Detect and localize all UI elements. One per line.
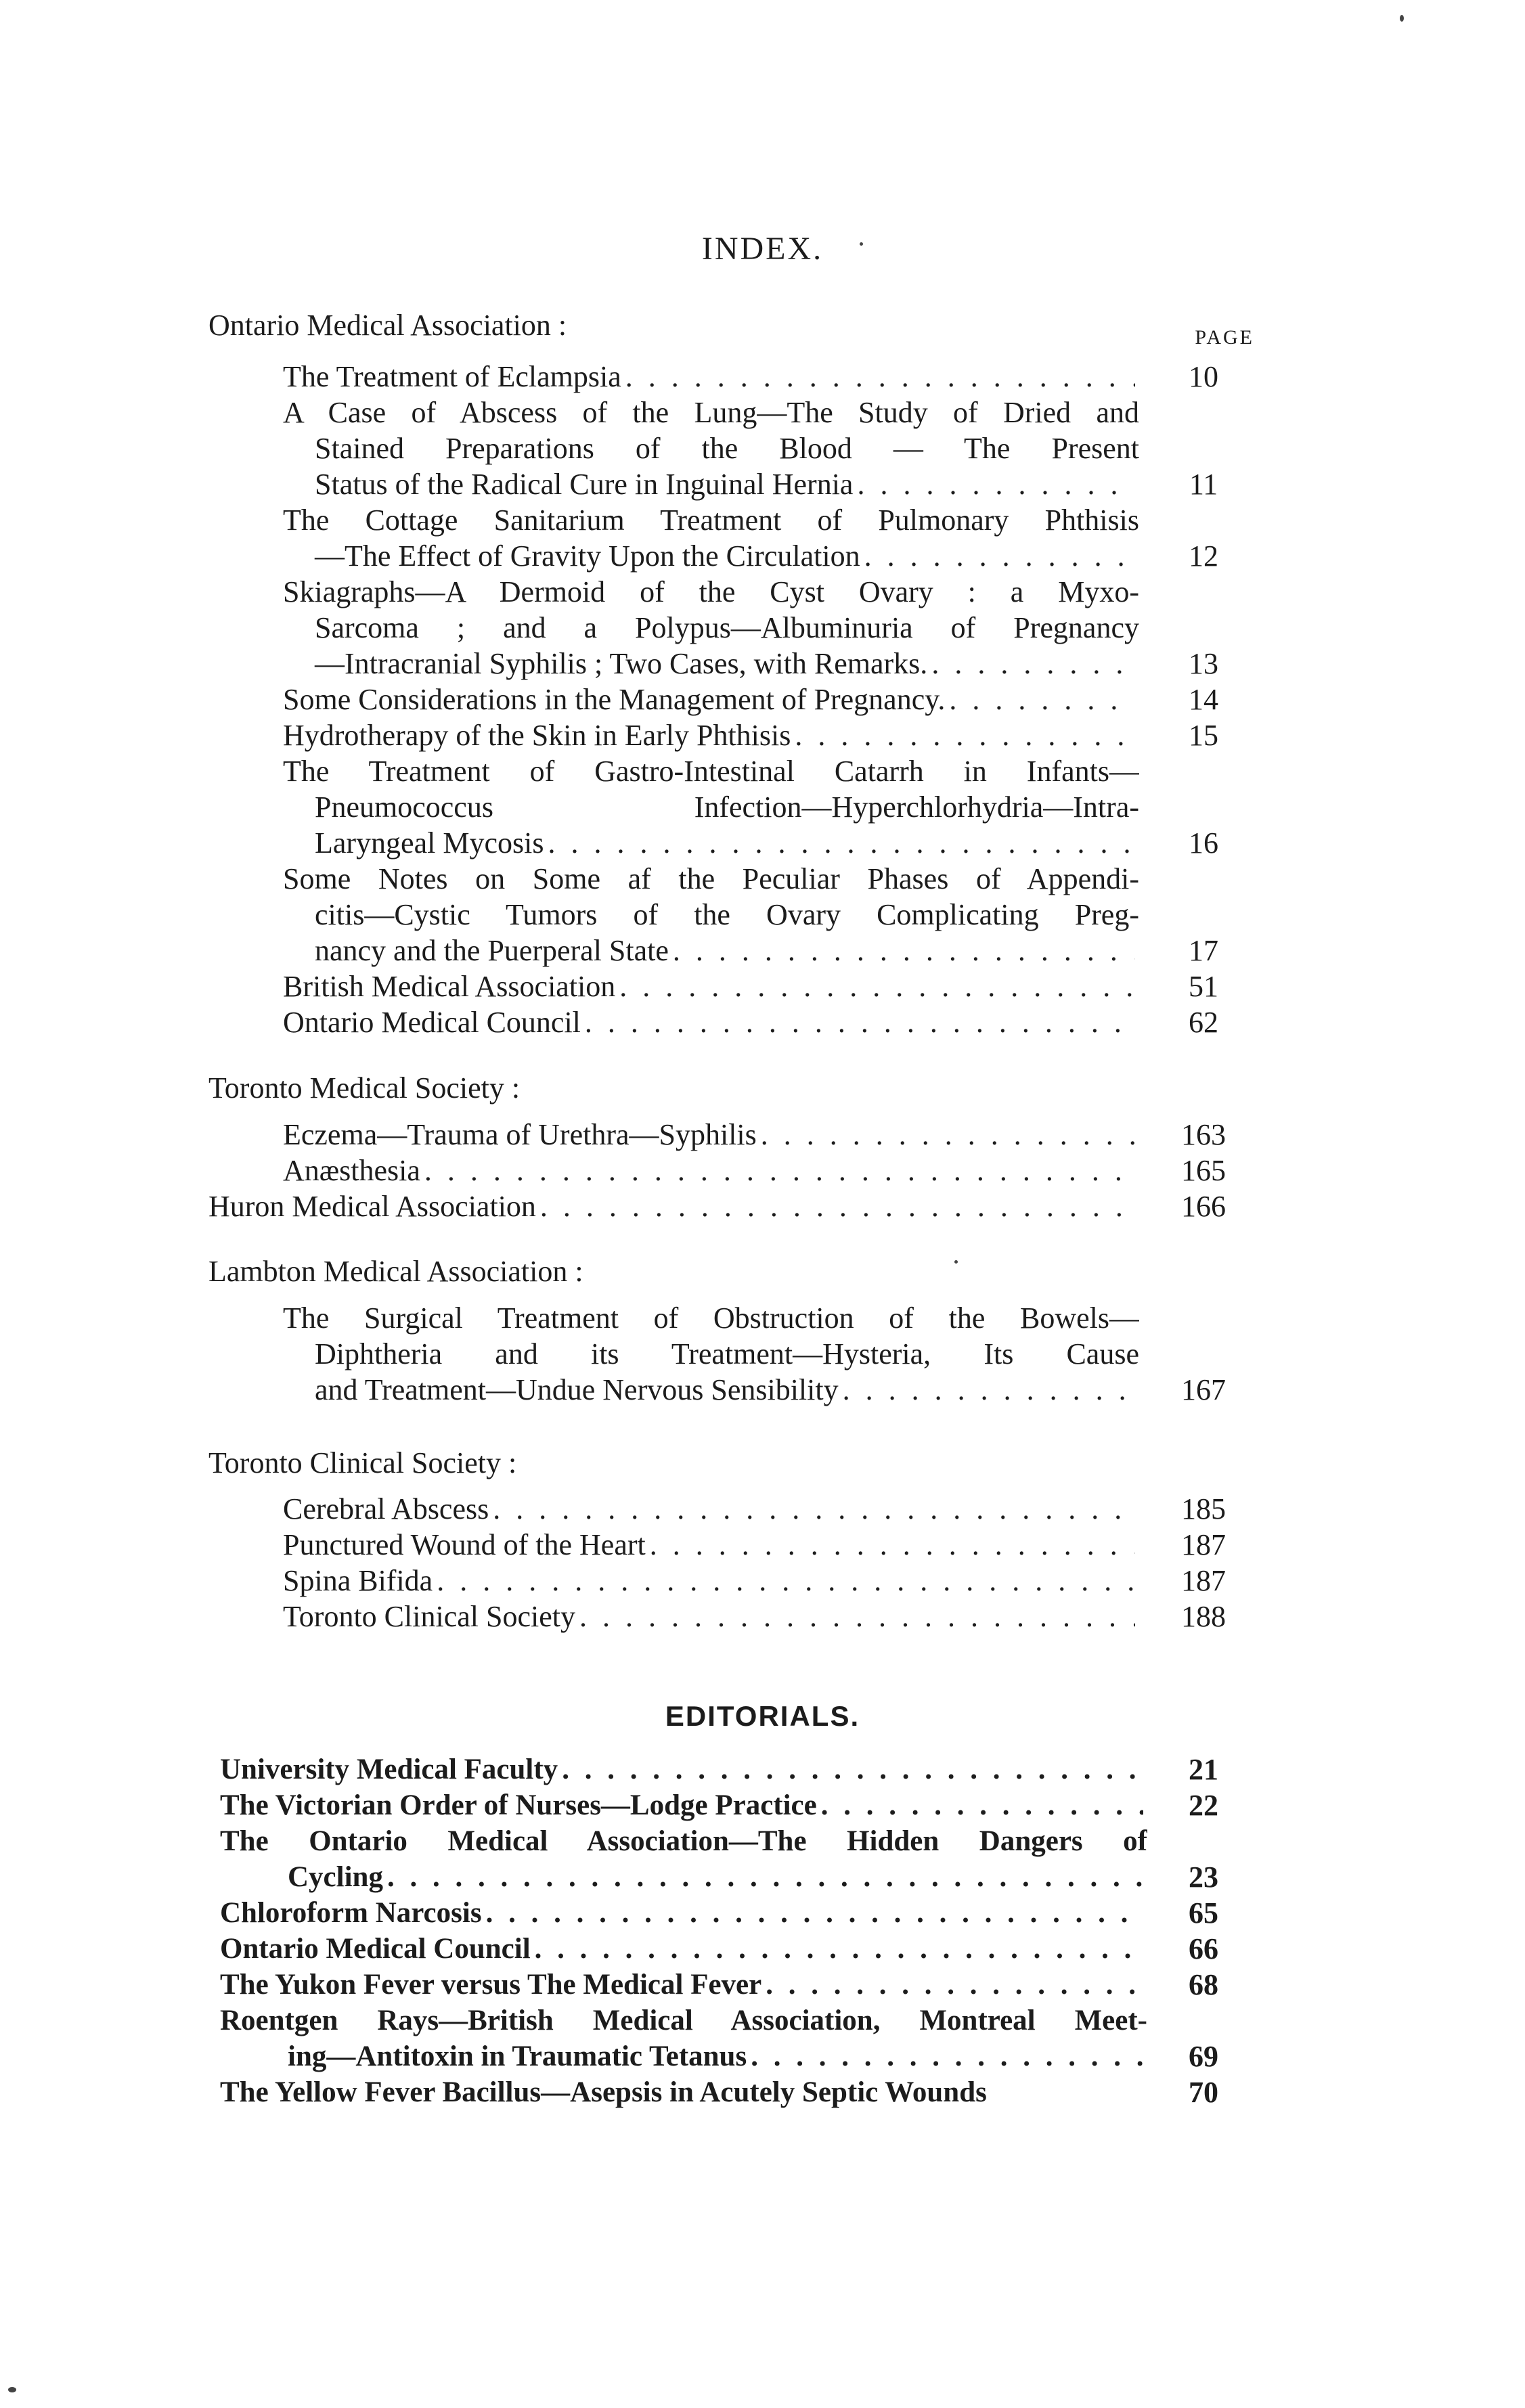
entry-abscess-of-the-lung: A Case of Abscess of the Lung—The Study of Dried and Stained Preparations of the Blood — The Present Status of the Radical Cure in Inguinal Hernia . . .	[283, 395, 1139, 502]
editorial-entry: The Yukon Fever versus The Medical Fever . . .	[220, 1967, 1147, 2003]
page-column-label: PAGE	[1195, 326, 1254, 349]
page-number: 165	[1181, 1154, 1226, 1187]
page-number: 187	[1181, 1528, 1226, 1561]
section-heading-toronto-clinical-society: Toronto Clinical Society :	[208, 1446, 517, 1479]
page-number: 10	[1189, 360, 1218, 393]
leader-dots	[650, 1527, 1135, 1563]
leader-dots	[761, 1117, 1135, 1153]
entry-skiagraphs: Skiagraphs—A Dermoid of the Cyst Ovary : a Myxo- Sarcoma ; and a Polypus—Albuminuria of Pregnancy —Intracranial Syphilis ; Two Cases, with Remarks. . . .	[283, 574, 1139, 682]
entry-huron-medical-association: Huron Medical Association . . .	[208, 1188, 1139, 1224]
leader-dots	[493, 1491, 1135, 1527]
entry-appendicitis: Some Notes on Some af the Peculiar Phases of Appendi- citis—Cystic Tumors of the Ovary Complicating Preg- nancy and the Puerperal State . . .	[283, 861, 1139, 968]
leader-dots	[619, 968, 1135, 1004]
section-heading-lambton-medical-association: Lambton Medical Association :	[208, 1255, 583, 1288]
entry-british-medical-association: British Medical Association . . .	[283, 968, 1139, 1004]
scan-speck	[1400, 15, 1404, 22]
page-number: 51	[1189, 970, 1218, 1003]
page-number: 166	[1181, 1190, 1226, 1223]
entry-ontario-medical-council: Ontario Medical Council . . .	[283, 1004, 1139, 1040]
editorial-entry: The Ontario Medical Association—The Hidden Dangers of Cycling . . .	[220, 1823, 1147, 1895]
leader-dots	[843, 1372, 1135, 1408]
section-heading-toronto-medical-society: Toronto Medical Society :	[208, 1071, 521, 1105]
page-number: 22	[1189, 1789, 1218, 1822]
page-number: 21	[1189, 1753, 1218, 1786]
editorial-entry: The Yellow Fever Bacillus—Asepsis in Acutely Septic Wounds	[220, 2076, 987, 2108]
section-heading-ontario-medical-association: Ontario Medical Association :	[208, 309, 567, 342]
entry-cottage-sanitarium: The Cottage Sanitarium Treatment of Pulmonary Phthisis —The Effect of Gravity Upon the Circulation . . .	[283, 502, 1139, 574]
scan-speck	[860, 242, 863, 246]
entry-anaesthesia: Anæsthesia . . .	[283, 1153, 1139, 1188]
page-number: 188	[1181, 1600, 1226, 1633]
page-number: 163	[1181, 1118, 1226, 1151]
page-number: 68	[1189, 1968, 1218, 2001]
leader-dots	[864, 538, 1135, 574]
page-number: 62	[1189, 1006, 1218, 1039]
leader-dots	[857, 466, 1135, 502]
leader-dots	[751, 2038, 1143, 2074]
page-number: 23	[1189, 1860, 1218, 1894]
leader-dots	[585, 1004, 1135, 1040]
page-number: 187	[1181, 1564, 1226, 1597]
page-number: 13	[1189, 647, 1218, 680]
leader-dots	[931, 646, 1135, 682]
leader-dots	[673, 933, 1135, 968]
leader-dots	[424, 1153, 1135, 1188]
leader-dots	[625, 359, 1135, 395]
leader-dots	[766, 1967, 1143, 2003]
page-title: INDEX.	[701, 231, 824, 267]
page-number: 17	[1189, 934, 1218, 967]
leader-dots	[795, 717, 1135, 753]
scan-speck	[8, 2387, 16, 2392]
page-number: 16	[1189, 826, 1218, 860]
editorial-entry: University Medical Faculty . . .	[220, 1752, 1147, 1787]
entry-treatment-of-eclampsia: The Treatment of Eclampsia . . .	[283, 359, 1139, 395]
leader-dots	[562, 1752, 1143, 1787]
page-number: 69	[1189, 2040, 1218, 2073]
scan-speck	[954, 1260, 958, 1264]
page-number: 14	[1189, 683, 1218, 716]
page-number: 66	[1189, 1932, 1218, 1965]
entry-cerebral-abscess: Cerebral Abscess . . .	[283, 1491, 1139, 1527]
entry-surgical-treatment-obstruction: The Surgical Treatment of Obstruction of the Bowels— Diphtheria and its Treatment—Hysteria, Its Cause and Treatment—Undue Nervous Sensibility . . .	[283, 1300, 1139, 1408]
leader-dots	[437, 1563, 1135, 1599]
page-number: 70	[1189, 2076, 1218, 2109]
entry-management-of-pregnancy: Some Considerations in the Management of Pregnancy. . . .	[283, 682, 1139, 717]
entry-hydrotherapy: Hydrotherapy of the Skin in Early Phthisis . . .	[283, 717, 1139, 753]
editorials-heading: EDITORIALS.	[665, 1700, 860, 1732]
leader-dots	[821, 1787, 1143, 1823]
leader-dots	[579, 1599, 1135, 1634]
editorial-entry: Chloroform Narcosis . . .	[220, 1895, 1147, 1931]
page-number: 12	[1189, 539, 1218, 573]
editorial-entry: The Victorian Order of Nurses—Lodge Practice . . .	[220, 1787, 1147, 1823]
entry-spina-bifida: Spina Bifida . . .	[283, 1563, 1139, 1599]
leader-dots	[535, 1931, 1143, 1967]
page-number: 185	[1181, 1492, 1226, 1525]
leader-dots	[486, 1895, 1143, 1931]
page-number: 11	[1189, 468, 1218, 501]
entry-eczema: Eczema—Trauma of Urethra—Syphilis . . .	[283, 1117, 1139, 1153]
leader-dots	[949, 682, 1135, 717]
entry-gastro-intestinal-catarrh: The Treatment of Gastro-Intestinal Catarrh in Infants— Pneumococcus Infection—Hyperchlorhydria—Intra- Laryngeal Mycosis . . .	[283, 753, 1139, 861]
leader-dots	[540, 1188, 1135, 1224]
editorial-entry: Roentgen Rays—British Medical Association, Montreal Meet- ing—Antitoxin in Traumatic Tetanus . . .	[220, 2003, 1147, 2074]
leader-dots	[548, 825, 1135, 861]
entry-toronto-clinical-society: Toronto Clinical Society . . .	[283, 1599, 1139, 1634]
page-number: 167	[1181, 1373, 1226, 1406]
leader-dots	[387, 1859, 1143, 1895]
page-number: 15	[1189, 719, 1218, 752]
page-number: 65	[1189, 1896, 1218, 1930]
editorial-entry: Ontario Medical Council . . .	[220, 1931, 1147, 1967]
entry-punctured-wound: Punctured Wound of the Heart . . .	[283, 1527, 1139, 1563]
